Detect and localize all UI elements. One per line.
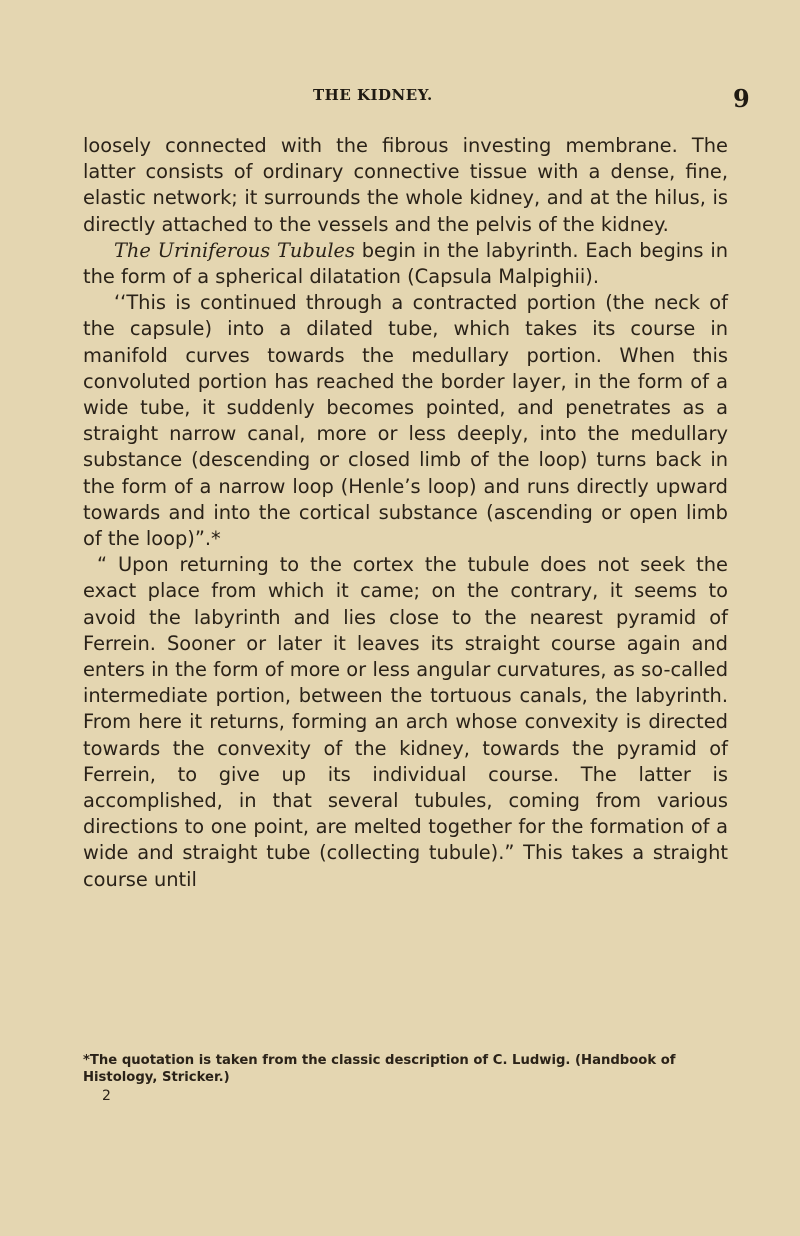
section-heading-italic: The Uriniferous Tubules bbox=[114, 238, 355, 262]
paragraph-quotation-continued: “ Upon returning to the cortex the tubule does not seek the exact place from which it came; on the contrary, it seems to avoid the labyrinth and lies close to the nearest pyramid of Ferrein. Sooner or later it leaves its straight course again and enters in the form of more or less angular curvatures, as so-called intermediate portion, between the tortuous canals, the labyrinth. From here it returns, forming an arch whose convexity is directed towards the convexity of the kidney, towards the pyramid of Ferrein, to give up its individual course. The latter is accomplished, in that several tubules, coming from various directions to one point, are melted together for the formation of a wide and straight tube (collecting tubule).” This takes a straight course until bbox=[83, 553, 728, 891]
paragraph-quotation: ‘‘This is continued through a contracted portion (the neck of the capsule) into a dilated tube, which takes its course in manifold curves towards the medullary portion. When this convoluted portion has reached the border layer, in the form of a wide tube, it suddenly becomes pointed, and penetrates as a straight narrow canal, more or less deeply, into the medullary substance (descending or closed limb of the loop) turns back in the form of a narrow loop (Henle’s loop) and runs directly upward towards and into the cortical substance (ascending or open limb of the loop)”.* bbox=[83, 291, 728, 551]
footnote: *The quotation is taken from the classic description of C. Ludwig. (Handbook of Histology, Stricker.) bbox=[83, 1053, 676, 1085]
running-head-title: THE KIDNEY. bbox=[313, 86, 433, 104]
body-text bbox=[83, 133, 728, 893]
paragraph-text: begin in the labyrinth. Each begins in the form of a spherical dilatation (Capsula Malpighii). bbox=[83, 238, 728, 289]
running-head bbox=[0, 84, 800, 113]
page-number: 9 bbox=[733, 84, 750, 113]
paragraph-continuation: loosely connected with the fibrous investing membrane. The latter consists of ordinary connective tissue with a dense, fine, elastic network; it surrounds the whole kidney, and at the hilus, is directly attached to the vessels and the pelvis of the kidney. bbox=[83, 134, 728, 236]
signature-mark: 2 bbox=[102, 1088, 111, 1104]
paragraph-uriniferous-tubules bbox=[83, 238, 728, 290]
